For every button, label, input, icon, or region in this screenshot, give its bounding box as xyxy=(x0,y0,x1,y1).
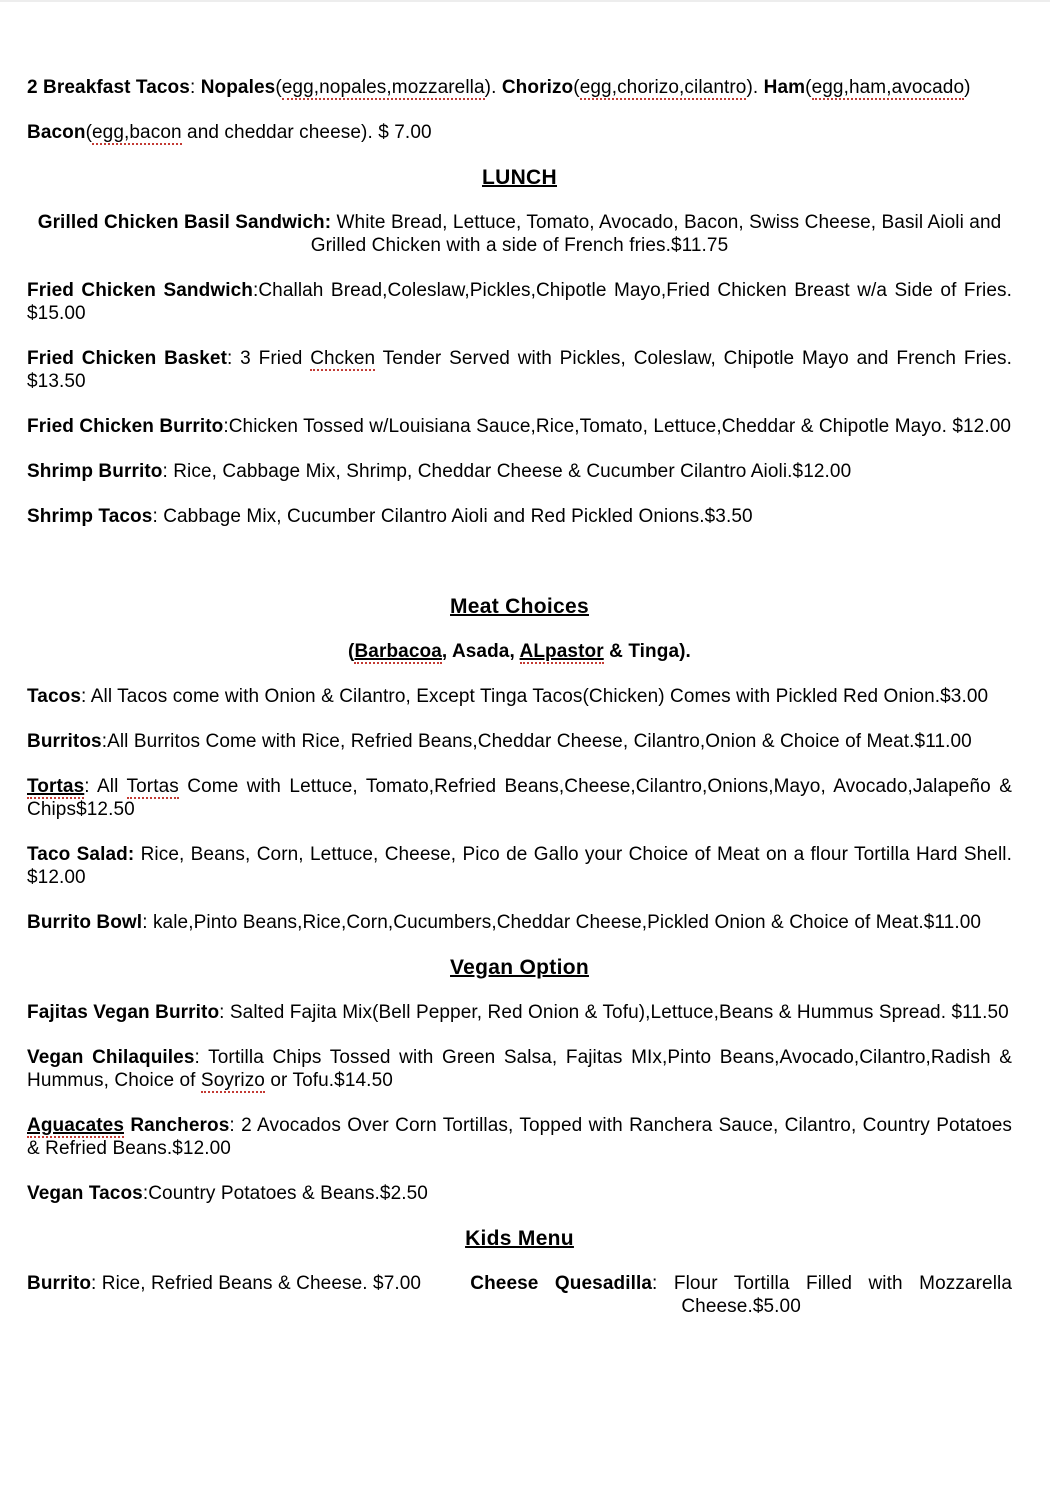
spellcheck-flagged-text: Tortas xyxy=(27,776,85,797)
item-description: : All xyxy=(84,776,127,797)
item-name: Burritos xyxy=(27,731,102,752)
item-description: Rice, Beans, Corn, Lettuce, Cheese, Pico de Gallo your Choice of Meat on a flour Tortilla Hard Shell. $12.00 xyxy=(27,844,1012,888)
item-name: Bacon xyxy=(27,122,86,143)
item-description: : Tortilla Chips Tossed with Green Salsa, Fajitas MIx,Pinto Beans,Avocado,Cilantro,Radish & Hummus, Choice of xyxy=(27,1047,1012,1091)
aguacates-rancheros-item xyxy=(27,1114,1012,1160)
item-name: Nopales xyxy=(200,77,276,98)
grilled-chicken-basil-sandwich-item xyxy=(27,211,1012,257)
item-name: Taco Salad: xyxy=(27,844,135,865)
item-description: : xyxy=(189,77,201,98)
tortas-item xyxy=(27,775,1012,821)
item-description: : Rice, Cabbage Mix, Shrimp, Cheddar Cheese & Cucumber Cilantro Aioli.$12.00 xyxy=(162,461,852,482)
fajitas-vegan-burrito-item xyxy=(27,1001,1012,1024)
spellcheck-flagged-text: Aguacates xyxy=(27,1115,124,1136)
section-heading-lunch: LUNCH xyxy=(482,166,557,189)
menu-page xyxy=(0,2,1050,1360)
burrito-bowl-item xyxy=(27,911,1012,934)
item-description: :All Burritos Come with Rice, Refried Beans,Cheddar Cheese, Cilantro,Onion & Choice of Meat.$11.00 xyxy=(101,731,972,752)
item-name: Rancheros xyxy=(124,1115,230,1136)
spellcheck-flagged-text: Chcken xyxy=(310,348,376,369)
section-heading-vegan-option: Vegan Option xyxy=(450,956,589,979)
spellcheck-flagged-text: egg,chorizo,cilantro xyxy=(579,77,747,98)
item-name: 2 Breakfast Tacos xyxy=(27,77,190,98)
spacer xyxy=(27,550,1012,573)
item-name: Fajitas Vegan Burrito xyxy=(27,1002,220,1023)
item-description: : Flour Tortilla Filled with Mozzarella Cheese.$5.00 xyxy=(652,1273,1013,1317)
item-name: Grilled Chicken Basil Sandwich: xyxy=(37,212,332,233)
item-name: Chorizo xyxy=(501,77,574,98)
breakfast-tacos-item xyxy=(27,76,1012,99)
spellcheck-flagged-text: Barbacoa xyxy=(354,641,442,662)
item-name: Fried Chicken Basket xyxy=(27,348,228,369)
item-description: : 3 Fried xyxy=(227,348,311,369)
item-description: :Challah Bread,Coleslaw,Pickles,Chipotle Mayo,Fried Chicken Breast w/a Side of Fries. $15.00 xyxy=(27,280,1012,324)
item-description: and cheddar cheese). $ 7.00 xyxy=(181,122,432,143)
shrimp-tacos-item xyxy=(27,505,1012,528)
tacos-item xyxy=(27,685,1012,708)
kids-burrito-item xyxy=(27,1272,441,1318)
item-description: ( xyxy=(573,77,580,98)
item-name: Fried Chicken Sandwich xyxy=(27,280,253,301)
fried-chicken-sandwich-item xyxy=(27,279,1012,325)
section-heading-meat-choices: Meat Choices xyxy=(450,595,589,618)
item-description: : Cabbage Mix, Cucumber Cilantro Aioli and Red Pickled Onions.$3.50 xyxy=(152,506,753,527)
item-description: ( xyxy=(805,77,812,98)
item-description: Come with Lettuce, Tomato,Refried Beans,Cheese,Cilantro,Onions,Mayo, Avocado,Jalapeño & Chips$12.50 xyxy=(27,776,1012,820)
item-description: White Bread, Lettuce, Tomato, Avocado, Bacon, Swiss Cheese, Basil Aioli and Grilled Chicken with a side of French fries.$11.75 xyxy=(310,212,1002,256)
item-name: , Asada, xyxy=(441,641,520,662)
item-description: : All Tacos come with Onion & Cilantro, Except Tinga Tacos(Chicken) Comes with Pickled Red Onion.$3.00 xyxy=(81,686,989,707)
item-name: ( xyxy=(348,641,355,662)
taco-salad-item xyxy=(27,843,1012,889)
kids-cheese-quesadilla-item xyxy=(470,1272,1012,1318)
spellcheck-flagged-text: Tortas xyxy=(126,776,179,797)
spellcheck-flagged-text: egg,ham,avocado xyxy=(811,77,965,98)
bacon-breakfast-taco-item xyxy=(27,121,1012,144)
item-description: ). xyxy=(484,77,502,98)
item-description: : Salted Fajita Mix(Bell Pepper, Red Onion & Tofu),Lettuce,Beans & Hummus Spread. $11.50 xyxy=(219,1002,1009,1023)
item-description: : Rice, Refried Beans & Cheese. $7.00 xyxy=(91,1273,422,1294)
item-description: or Tofu.$14.50 xyxy=(264,1070,393,1091)
spellcheck-flagged-text: ALpastor xyxy=(519,641,604,662)
item-description: ( xyxy=(85,122,93,143)
item-name: Shrimp Burrito xyxy=(27,461,163,482)
item-description: ( xyxy=(275,77,282,98)
item-name: Cheese Quesadilla xyxy=(470,1273,653,1294)
item-name: Vegan Tacos xyxy=(27,1183,143,1204)
meat-choices-subtitle xyxy=(27,640,1012,663)
item-description: Tender Served with Pickles, Coleslaw, Chipotle Mayo and French Fries. $13.50 xyxy=(27,348,1012,392)
item-description: : kale,Pinto Beans,Rice,Corn,Cucumbers,Cheddar Cheese,Pickled Onion & Choice of Meat.$11.00 xyxy=(142,912,982,933)
item-name: Burrito xyxy=(27,1273,92,1294)
fried-chicken-burrito-item xyxy=(27,415,1012,438)
vegan-chilaquiles-item xyxy=(27,1046,1012,1092)
item-name: Vegan Chilaquiles xyxy=(27,1047,195,1068)
item-name: & Tinga). xyxy=(603,641,691,662)
item-name: Shrimp Tacos xyxy=(27,506,153,527)
item-description: :Chicken Tossed w/Louisiana Sauce,Rice,Tomato, Lettuce,Cheddar & Chipotle Mayo. $12.00 xyxy=(223,416,1012,437)
item-name: Tacos xyxy=(27,686,82,707)
spellcheck-flagged-text: egg,nopales,mozzarella xyxy=(281,77,485,98)
spellcheck-flagged-text: egg,bacon xyxy=(92,122,182,143)
item-description: ) xyxy=(964,77,971,98)
burritos-item xyxy=(27,730,1012,753)
item-description: ). xyxy=(746,77,764,98)
item-name: Ham xyxy=(763,77,806,98)
item-description: :Country Potatoes & Beans.$2.50 xyxy=(142,1183,428,1204)
section-heading-kids-menu: Kids Menu xyxy=(465,1227,574,1250)
item-description: : 2 Avocados Over Corn Tortillas, Topped with Ranchera Sauce, Cilantro, Country Potatoes & Refried Beans.$12.00 xyxy=(27,1115,1012,1159)
shrimp-burrito-item xyxy=(27,460,1012,483)
vegan-tacos-item xyxy=(27,1182,1012,1205)
item-name: Burrito Bowl xyxy=(27,912,143,933)
fried-chicken-basket-item xyxy=(27,347,1012,393)
kids-menu-row xyxy=(27,1272,1012,1318)
spellcheck-flagged-text: Soyrizo xyxy=(200,1070,265,1091)
item-name: Fried Chicken Burrito xyxy=(27,416,224,437)
